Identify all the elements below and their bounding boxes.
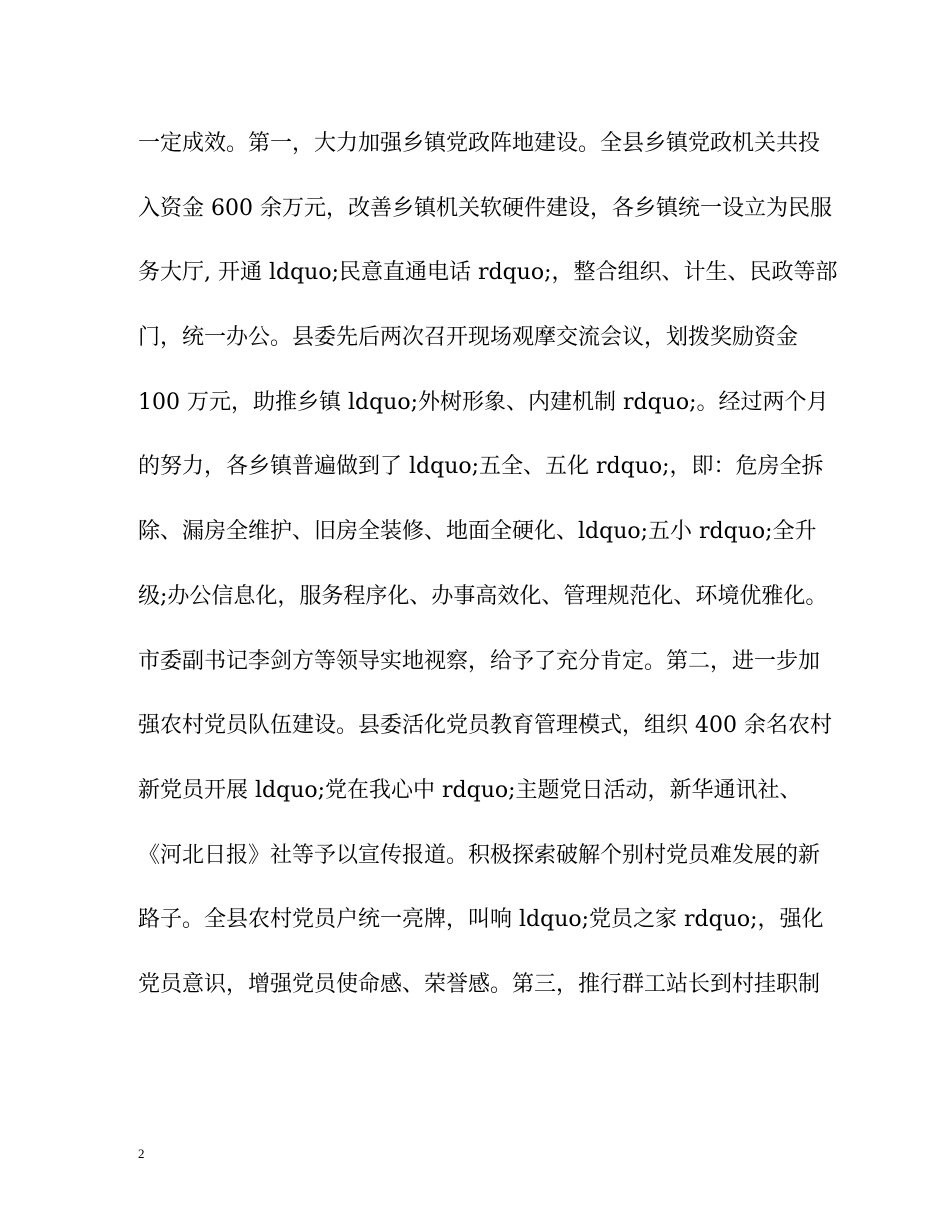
text-line: 100 万元，助推乡镇 ldquo;外树形象、内建机制 rdquo;。经过两个月 [138, 389, 829, 415]
text-line: 级;办公信息化，服务程序化、办事高效化、管理规范化、环境优雅化。 [138, 583, 828, 609]
text-line: 《河北日报》社等予以宣传报道。积极探索破解个别村党员难发展的新 [138, 842, 821, 868]
text-line: 的努力，各乡镇普遍做到了 ldquo;五全、五化 rdquo;，即：危房全拆 [138, 454, 824, 480]
text-line: 党员意识，增强党员使命感、荣誉感。第三，推行群工站长到村挂职制 [138, 971, 821, 997]
text-line: 入资金 600 余万元，改善乡镇机关软硬件建设，各乡镇统一设立为民服 [138, 195, 832, 221]
text-line: 一定成效。第一，大力加强乡镇党政阵地建设。全县乡镇党政机关共投 [138, 131, 821, 156]
page-number: 2 [138, 1146, 145, 1161]
text-line: 新党员开展 ldquo;党在我心中 rdquo;主题党日活动，新华通讯社、 [138, 777, 802, 803]
text-line: 除、漏房全维护、旧房全装修、地面全硬化、ldquo;五小 rdquo;全升 [138, 519, 817, 545]
body-paragraph [138, 124, 838, 1030]
text-line: 市委副书记李剑方等领导实地视察，给予了充分肯定。第二，进一步加 [138, 648, 821, 674]
text-line: 路子。全县农村党员户统一亮牌，叫响 ldquo;党员之家 rdquo;，强化 [138, 907, 824, 933]
text-line: 门，统一办公。县委先后两次召开现场观摩交流会议，划拨奖励资金 [138, 325, 799, 351]
text-line: 强农村党员队伍建设。县委活化党员教育管理模式，组织 400 余名农村 [138, 713, 832, 739]
text-line: 务大厅, 开通 ldquo;民意直通电话 rdquo;，整合组织、计生、民政等部 [138, 260, 838, 286]
